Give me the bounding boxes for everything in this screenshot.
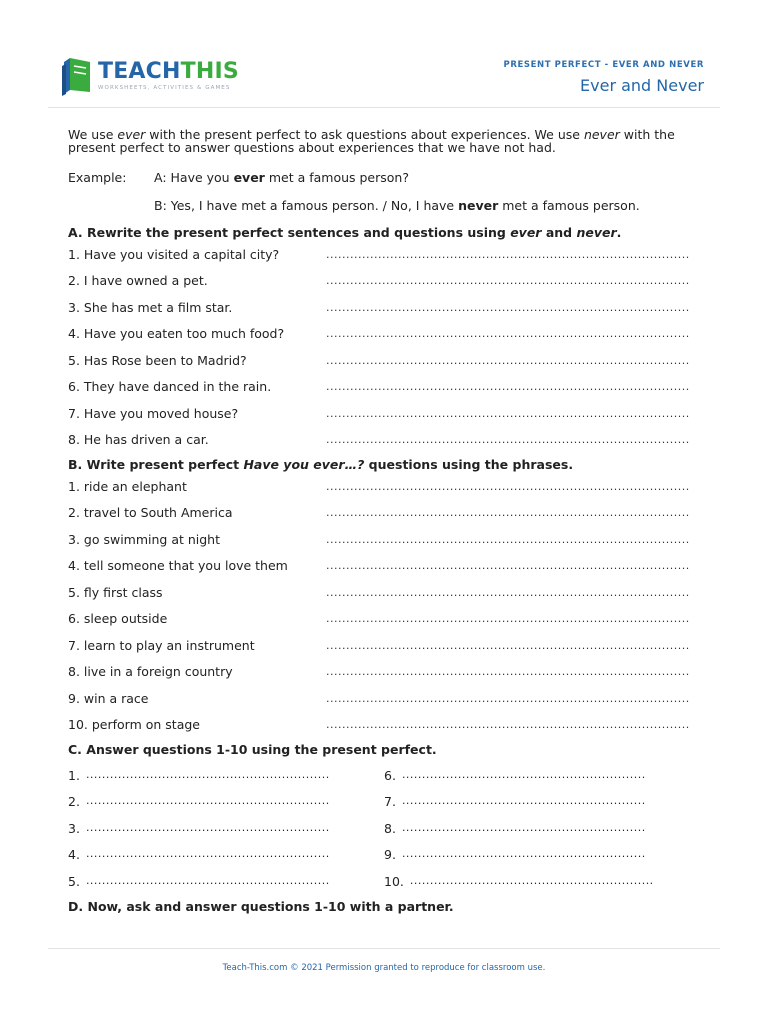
section-b-title: B. Write present perfect Have you ever…? questions using the phrases. (68, 457, 574, 472)
answer-number: 7. (384, 794, 396, 810)
answer-number: 4. (68, 847, 80, 863)
worksheet-body (68, 128, 700, 915)
answer-line[interactable]: ............................................................. (401, 794, 646, 808)
teach-this-logo (60, 56, 239, 96)
answer-line[interactable]: ............................................................. (85, 873, 330, 887)
question-text: 4. Have you eaten too much food? (68, 326, 285, 342)
list-item (68, 712, 700, 739)
question-text: 3. She has met a film star. (68, 299, 233, 315)
answer-number: 9. (384, 847, 396, 863)
question-text: 8. live in a foreign country (68, 664, 233, 680)
logo-tagline: WORKSHEETS, ACTIVITIES & GAMES (98, 85, 231, 91)
answer-line[interactable]: ........................................................................................... (326, 559, 690, 573)
answer-line[interactable]: ........................................................................................... (326, 300, 690, 314)
list-item (68, 268, 700, 295)
example-a: Example: A: Have you ever met a famous person? (68, 170, 409, 185)
answer-line[interactable]: ........................................................................................... (326, 506, 690, 520)
question-text: 5. fly first class (68, 584, 163, 600)
answer-row (68, 868, 700, 895)
question-text: 5. Has Rose been to Madrid? (68, 352, 247, 368)
list-item (68, 579, 700, 606)
list-item (68, 632, 700, 659)
answer-row (68, 789, 700, 816)
answer-number: 10. (384, 873, 404, 889)
answer-cell (68, 794, 384, 809)
answer-cell (384, 874, 700, 889)
answer-number: 6. (384, 767, 396, 783)
answer-line[interactable]: ........................................................................................... (326, 585, 690, 599)
answer-number: 5. (68, 873, 80, 889)
question-text: 3. go swimming at night (68, 531, 221, 547)
answer-line[interactable]: ........................................................................................... (326, 718, 690, 732)
answer-line[interactable]: ........................................................................................... (326, 638, 690, 652)
answer-line[interactable]: ............................................................. (85, 820, 330, 834)
answer-line[interactable]: ........................................................................................... (326, 247, 690, 261)
question-text: 10. perform on stage (68, 717, 200, 733)
list-item (68, 500, 700, 527)
list-item (68, 553, 700, 580)
list-item (68, 526, 700, 553)
question-text: 1. ride an elephant (68, 478, 187, 494)
answer-number: 1. (68, 767, 80, 783)
section-d-title: D. Now, ask and answer questions 1-10 with a partner. (68, 898, 454, 914)
list-item (68, 473, 700, 500)
answer-line[interactable]: ............................................................. (401, 847, 646, 861)
list-item (68, 400, 700, 427)
answer-line[interactable]: ............................................................. (401, 820, 646, 834)
answer-cell (384, 768, 700, 783)
answer-line[interactable]: ........................................................................................... (326, 612, 690, 626)
answer-line[interactable]: ............................................................. (401, 767, 646, 781)
answer-line[interactable]: ........................................................................................... (326, 327, 690, 341)
answer-line[interactable]: ........................................................................................... (326, 691, 690, 705)
section-a-title: A. Rewrite the present perfect sentences and questions using ever and never. (68, 225, 622, 240)
answer-cell (68, 847, 384, 862)
question-text: 6. They have danced in the rain. (68, 379, 272, 395)
answer-line[interactable]: ........................................................................................... (326, 353, 690, 367)
answer-line[interactable]: ........................................................................................... (326, 380, 690, 394)
list-item (68, 294, 700, 321)
question-text: 7. learn to play an instrument (68, 637, 255, 653)
list-item (68, 374, 700, 401)
answer-line[interactable]: ........................................................................................... (326, 406, 690, 420)
section-c-grid (68, 762, 700, 895)
book-icon (60, 56, 94, 96)
answer-row (68, 815, 700, 842)
answer-line[interactable]: ........................................................................................... (326, 479, 690, 493)
answer-cell (68, 768, 384, 783)
example-label: Example: (68, 170, 127, 185)
answer-number: 8. (384, 820, 396, 836)
section-a-list (68, 241, 700, 453)
question-text: 4. tell someone that you love them (68, 558, 288, 574)
answer-cell (68, 874, 384, 889)
answer-line[interactable]: ............................................................. (85, 767, 330, 781)
answer-cell (384, 847, 700, 862)
section-c-title: C. Answer questions 1-10 using the present perfect. (68, 742, 437, 757)
answer-cell (384, 794, 700, 809)
answer-cell (68, 821, 384, 836)
list-item (68, 347, 700, 374)
answer-line[interactable]: ........................................................................................... (326, 433, 690, 447)
question-text: 7. Have you moved house? (68, 405, 239, 421)
question-text: 1. Have you visited a capital city? (68, 246, 280, 262)
question-text: 2. I have owned a pet. (68, 273, 208, 289)
answer-line[interactable]: ............................................................. (409, 873, 654, 887)
list-item (68, 606, 700, 633)
page-footer: Teach-This.com © 2021 Permission granted to reproduce for classroom use. (48, 948, 720, 973)
answer-row (68, 762, 700, 789)
page-header (48, 48, 720, 108)
question-text: 8. He has driven a car. (68, 432, 209, 448)
example-b: B: Yes, I have met a famous person. / No, I have never met a famous person. (154, 198, 640, 213)
answer-line[interactable]: ............................................................. (85, 794, 330, 808)
answer-line[interactable]: ........................................................................................... (326, 532, 690, 546)
question-text: 6. sleep outside (68, 611, 168, 627)
worksheet-title: Ever and Never (580, 76, 704, 95)
question-text: 2. travel to South America (68, 505, 233, 521)
answer-row (68, 842, 700, 869)
list-item (68, 321, 700, 348)
answer-number: 3. (68, 820, 80, 836)
list-item (68, 241, 700, 268)
answer-cell (384, 821, 700, 836)
question-text: 9. win a race (68, 690, 149, 706)
worksheet-topic: PRESENT PERFECT - EVER AND NEVER (503, 60, 704, 70)
list-item (68, 427, 700, 454)
section-b-list (68, 473, 700, 738)
answer-line[interactable]: ........................................................................................... (326, 274, 690, 288)
answer-number: 2. (68, 794, 80, 810)
list-item (68, 659, 700, 686)
list-item (68, 685, 700, 712)
answer-line[interactable]: ........................................................................................... (326, 665, 690, 679)
logo-wordmark: TEACHTHIS (98, 59, 239, 84)
answer-line[interactable]: ............................................................. (85, 847, 330, 861)
intro-paragraph: We use ever with the present perfect to ask questions about experiences. We use never with the present perfect to answer questions about experiences that we have not had. (68, 127, 675, 155)
